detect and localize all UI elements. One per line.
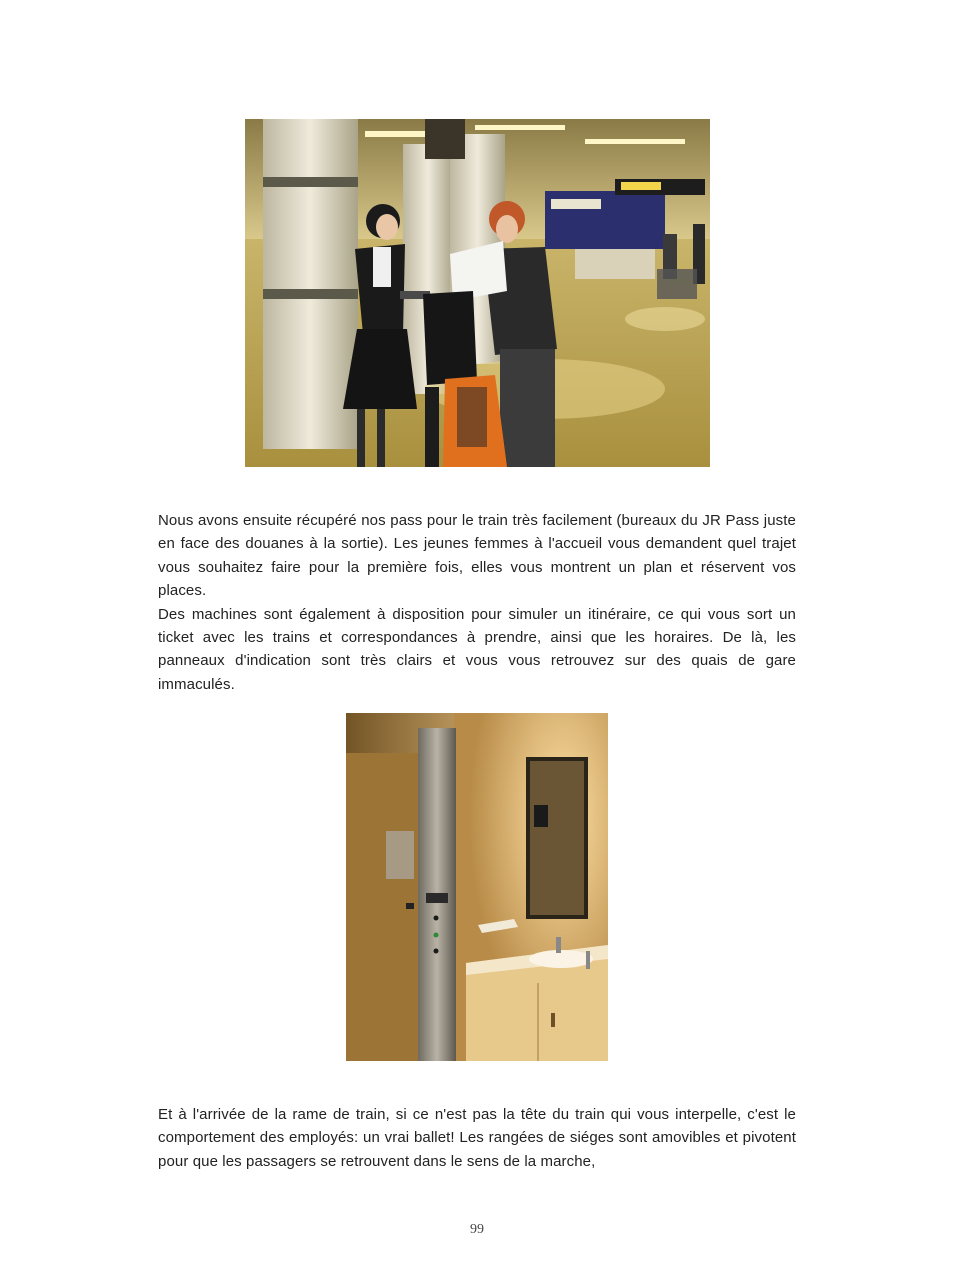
airport-photo [245,119,710,467]
page-number: 99 [470,1222,484,1237]
body-text-bottom [158,1103,796,1173]
airport-photo-image [245,119,710,467]
train-washroom-photo-image [346,713,608,1061]
train-washroom-photo [346,713,608,1061]
body-text-top [158,509,796,696]
paragraph-jr-pass: Nous avons ensuite récupéré nos pass pour le train très facilement (bureaux du JR Pass juste en face des douanes à la sortie). Les jeunes femmes à l'accueil vous demandent quel trajet vous souhaitez faire pour la première fois, elles vous montrent un plan et réservent vos places. [158,512,796,600]
paragraph-machines: Des machines sont également à disposition pour simuler un itinéraire, ce qui vous sort un ticket avec les trains et correspondances à prendre, ainsi que les horaires. De là, les panneaux d'indication sont très clairs et vous vous retrouvez sur des quais de gare immaculés. [158,605,796,693]
paragraph-train-arrival: Et à l'arrivée de la rame de train, si ce n'est pas la tête du train qui vous interpelle, c'est le comportement des employés: un vrai ballet! Les rangées de siéges sont amovibles et pivotent pour que les passagers se retrouvent dans le sens de la marche, [158,1106,796,1170]
